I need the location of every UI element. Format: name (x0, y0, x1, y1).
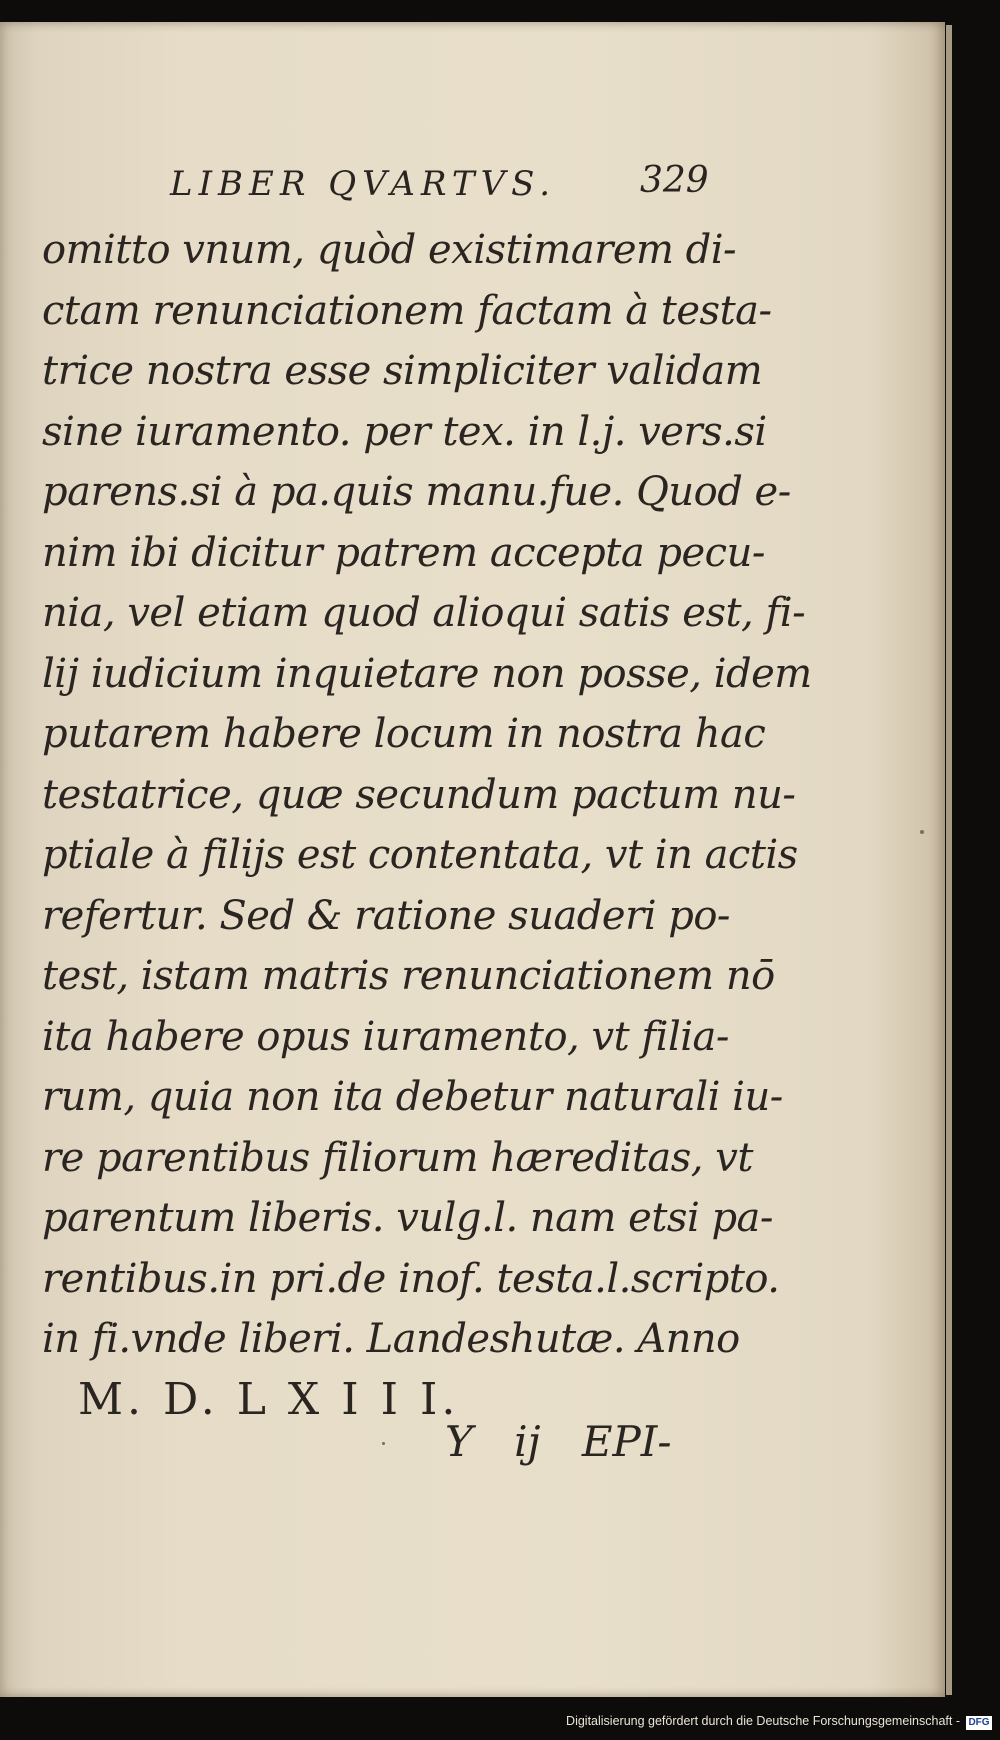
year-line: M. D. L X I I I. (78, 1373, 460, 1425)
digitization-credit: Digitalisierung gefördert durch die Deutsche Forschungsgemeinschaft - (566, 1714, 960, 1728)
text-line: nia, vel etiam quod alioqui satis est, fi- (42, 590, 806, 636)
page-number: 329 (640, 160, 709, 201)
text-line: rentibus.in pri.de inof. testa.l.scripto. (42, 1255, 780, 1302)
text-line: nim ibi dicitur patrem accepta pecu- (42, 529, 765, 576)
text-line: sine iuramento. per tex. in l.j. vers.si (42, 408, 767, 455)
body-text (42, 220, 812, 1430)
running-head: LIBER QVARTVS. (170, 164, 557, 204)
text-line: ita habere opus iuramento, vt filia- (42, 1013, 729, 1060)
text-line: test, istam matris renunciationem nō (42, 953, 775, 999)
text-line: re parentibus filiorum hæreditas, vt (42, 1134, 753, 1181)
dfg-logo: DFG (966, 1716, 992, 1730)
paper-speck (920, 830, 924, 834)
signature-catchword: Y ij EPI- (445, 1417, 672, 1466)
text-line: rum, quia non ita debetur naturali iu- (42, 1074, 783, 1120)
text-line: ptiale à filijs est contentata, vt in actis (42, 832, 798, 878)
text-line: testatrice, quæ secundum pactum nu- (42, 771, 796, 818)
text-line: ctam renunciationem factam à testa- (42, 287, 772, 334)
text-line: lij iudicium inquietare non posse, idem (42, 650, 812, 697)
text-line: omitto vnum, quòd existimarem di- (42, 227, 737, 273)
text-line: putarem habere locum in nostra hac (42, 711, 766, 757)
book-page (0, 22, 945, 1697)
footer-bar (0, 1700, 1000, 1740)
text-line: in fi.vnde liberi. Landeshutæ. Anno (42, 1316, 740, 1362)
paper-speck (382, 1442, 385, 1445)
text-line: trice nostra esse simpliciter validam (42, 348, 763, 394)
page-edge (946, 25, 952, 1695)
text-line: refertur. Sed & ratione suaderi po- (42, 892, 730, 939)
text-line: parens.si à pa.quis manu.fue. Quod e- (42, 469, 791, 515)
text-line: parentum liberis. vulg.l. nam etsi pa- (42, 1195, 773, 1241)
